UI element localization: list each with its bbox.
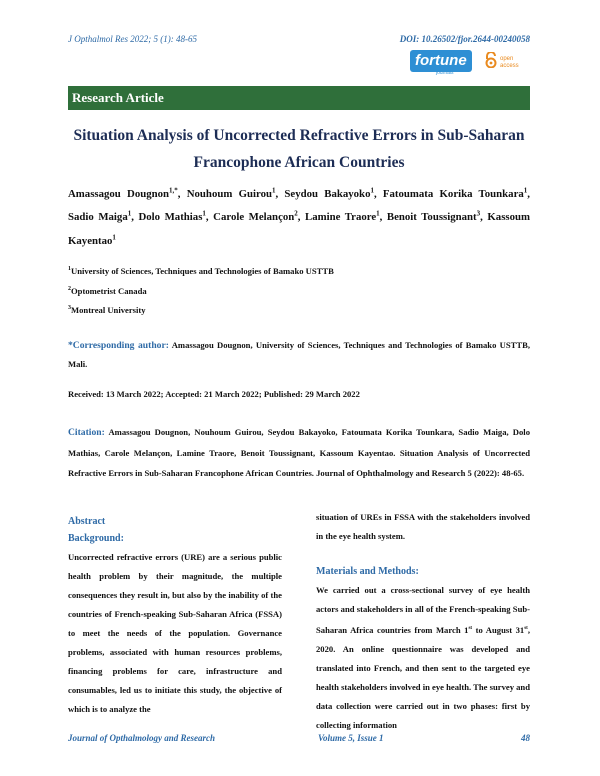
author-2 [187, 188, 285, 200]
author-name: Lamine Traore [305, 211, 377, 224]
footer-page-number: 48 [521, 733, 530, 743]
author-separator: , [527, 187, 530, 200]
footer-journal: Journal of Opthalmology and Research [68, 733, 216, 743]
author-7 [213, 211, 305, 223]
author-separator: , [297, 211, 306, 224]
abstract-right-column [316, 508, 530, 735]
citation-text: Amassagou Dougnon, Nouhoum Guirou, Seydou Bakayoko, Fatoumata Korika Tounkara, Sadio Maiga, Dolo Mathias, Carole Melançon, Lamine Traore, Benoit Toussignant, Kassoum Kayentao. Situation Analysis of Uncorrected Refractive Errors in Sub-Saharan Francophone African Countries. Journal of Ophthalmology and Research 5 (2022): 48-65. [68, 427, 530, 478]
author-affiliation-marker: 3 [476, 209, 481, 218]
open-access-text: open access [500, 56, 519, 69]
affiliation-2-text: Optometrist Canada [71, 286, 147, 296]
author-separator: , [379, 211, 387, 224]
author-separator: , [177, 187, 187, 200]
abstract-left-column [68, 512, 282, 719]
author-affiliation-marker: 1 [271, 186, 276, 194]
article-type-label: Research Article [72, 90, 164, 105]
citation-label: Citation: [68, 427, 105, 438]
author-affiliation-marker: 1 [112, 233, 116, 242]
publisher-logo-text: fortune [415, 52, 467, 69]
article-type-banner [68, 86, 530, 110]
methods-heading: Materials and Methods: [316, 566, 419, 577]
affiliation-3 [68, 305, 146, 315]
author-name: Nouhoum Guirou [186, 187, 272, 200]
affiliation-1-marker: 1 [68, 266, 71, 273]
open-access-icon [484, 52, 498, 68]
methods-text-part-1: We carried out a cross-sectional survey of eye health actors and stakeholders in all of the French-speaking Sub-Saharan Africa countries from March 1 [316, 585, 530, 635]
author-separator: , [480, 211, 488, 224]
author-separator: , [275, 187, 285, 200]
author-name: Sadio Maiga [68, 211, 128, 224]
abstract-heading: Abstract [68, 516, 106, 527]
author-separator: , [205, 211, 214, 224]
author-name: Amassagou Dougnon [68, 187, 170, 200]
author-affiliation-marker: 1 [523, 186, 528, 194]
background-text: Uncorrected refractive errors (URE) are a serious public health problem by their magnitude, the multiple consequences they result in, but also by the inability of the countries of French-speaking Sub-Saharan Africa (FSSA) to meet the needs of the population. Governance problems, associated with human resources problems, financing problems for care, infrastructure and consumables, led us to initiate this study, the objective of which is to analyze the [68, 552, 282, 714]
article-title [68, 122, 530, 176]
background-continued-text: situation of UREs in FSSA with the stakeholders involved in the eye health system. [316, 512, 530, 541]
author-affiliation-marker: 1 [376, 209, 380, 218]
author-affiliation-marker: 1 [127, 209, 132, 218]
methods-sup-2: st [524, 626, 528, 631]
affiliation-1-text: University of Sciences, Techniques and Technologies of Bamako USTTB [71, 266, 334, 276]
corresponding-author-label: *Corresponding author: [68, 340, 169, 351]
author-1 [68, 188, 187, 200]
background-heading: Background: [68, 533, 124, 544]
author-name: Carole Melançon [213, 211, 295, 224]
author-affiliation-marker: 1 [370, 186, 374, 194]
article-title-line-1: Situation Analysis of Uncorrected Refractive Errors in Sub-Saharan [73, 127, 525, 144]
journal-reference: J Opthalmol Res 2022; 5 (1): 48-65 [68, 34, 197, 44]
doi-link[interactable]: DOI: 10.26502/fjor.2644-00240058 [399, 34, 530, 44]
author-name: Benoit Toussignant [386, 211, 477, 224]
corresponding-author-text: Amassagou Dougnon, University of Sciences, Techniques and Technologies of Bamako USTTB, Mali. [68, 340, 530, 369]
affiliation-3-marker: 3 [68, 305, 71, 312]
author-8 [305, 211, 387, 223]
author-5 [68, 211, 138, 223]
publication-dates: Received: 13 March 2022; Accepted: 21 March 2022; Published: 29 March 2022 [68, 389, 360, 399]
affiliation-2-marker: 2 [68, 286, 71, 293]
affiliation-3-text: Montreal University [71, 305, 146, 315]
author-6 [138, 211, 213, 223]
author-affiliation-marker: 1 [202, 209, 206, 218]
footer-volume: Volume 5, Issue 1 [318, 733, 384, 743]
publisher-logo [410, 50, 530, 78]
author-affiliation-marker: 2 [294, 209, 298, 218]
author-name: Dolo Mathias [138, 211, 203, 224]
methods-sup-1: st [468, 626, 473, 631]
methods-text [316, 581, 530, 735]
author-list [68, 180, 530, 251]
methods-text-part-2: to August 31 [472, 624, 525, 635]
article-title-line-2: Francophone African Countries [193, 154, 405, 171]
author-affiliation-marker: 1,* [169, 186, 178, 194]
publisher-logo-sub: journals [436, 70, 454, 76]
affiliation-1 [68, 266, 334, 276]
affiliation-2 [68, 286, 147, 296]
author-separator: , [373, 187, 383, 200]
author-name: Seydou Bakayoko [284, 187, 371, 200]
corresponding-author [68, 336, 530, 374]
author-3 [284, 188, 382, 200]
author-separator: , [131, 211, 139, 224]
author-9 [387, 211, 488, 223]
author-name: Fatoumata Korika Tounkara [382, 187, 524, 200]
methods-text-part-3: , 2020. An online questionnaire was developed and translated into French, and then sent to the targeted eye health stakeholders involved in eye health. The survey and data collection were carried out in two phases: first by collecting information [316, 624, 530, 730]
author-name: Kassoum Kayentao [68, 211, 531, 247]
citation [68, 422, 530, 483]
author-4 [383, 188, 530, 200]
